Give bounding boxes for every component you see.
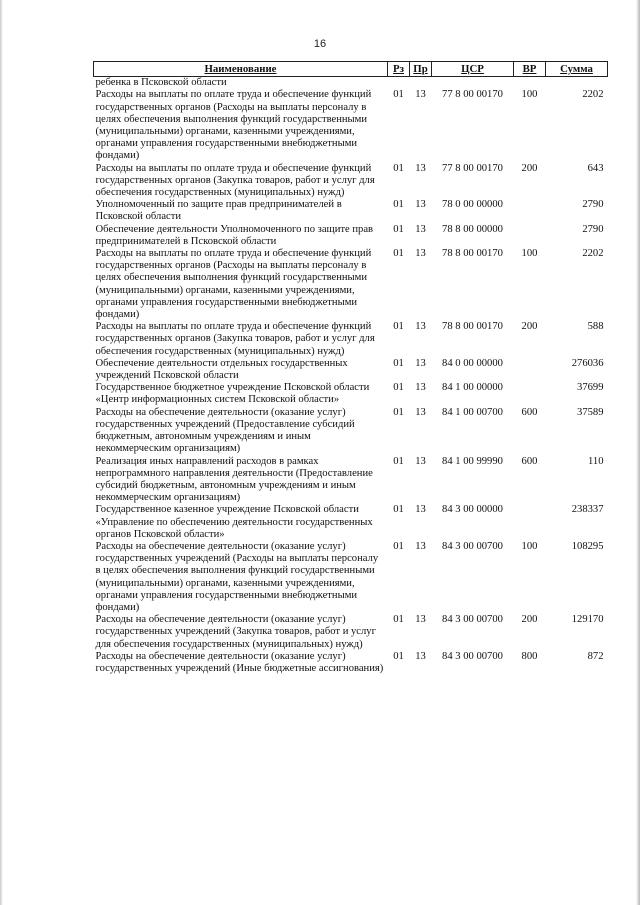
cell-csr: 78 8 00 00170	[442, 321, 503, 333]
cell-rz: 01	[393, 89, 404, 101]
cell-name: Расходы на обеспечение деятельности (оказание услуг) государственных учреждений (Иные бюджетные ассигнования)	[95, 650, 384, 674]
table-body	[94, 77, 608, 675]
table-row	[94, 89, 608, 162]
cell-vr: 100	[521, 540, 538, 552]
cell-sum	[546, 77, 608, 90]
cell-sum: 129170	[571, 614, 604, 626]
cell-sum: 276036	[571, 357, 604, 369]
cell-csr: 78 0 00 00000	[442, 199, 503, 211]
cell-csr: 84 3 00 00000	[442, 504, 503, 516]
cell-sum: 872	[587, 650, 604, 662]
cell-pr: 13	[415, 321, 426, 333]
header-vr: ВР	[514, 62, 546, 77]
cell-rz: 01	[393, 162, 404, 174]
header-name: Наименование	[94, 62, 388, 77]
cell-vr: 200	[521, 321, 538, 333]
cell-sum: 2202	[582, 89, 604, 101]
cell-csr: 84 3 00 00700	[442, 614, 503, 626]
cell-name: Уполномоченный по защите прав предпринимателей в Псковской области	[95, 199, 342, 223]
cell-rz: 01	[393, 504, 404, 516]
cell-rz: 01	[393, 650, 404, 662]
cell-vr	[514, 504, 546, 541]
cell-pr: 13	[415, 406, 426, 418]
cell-pr: 13	[415, 223, 426, 235]
cell-pr: 13	[415, 162, 426, 174]
table-row	[94, 248, 608, 321]
cell-name: Обеспечение деятельности отдельных государственных учреждений Псковской области	[95, 357, 348, 382]
header-pr: Пр	[410, 62, 432, 77]
cell-name: Расходы на выплаты по оплате труда и обеспечение функций государственных органов (Расходы на выплаты персоналу в целях обеспечения выполнения функций государственными (муниципальными) органами, казенными учреждениями, органами управления государственными внебюджетными фондами)	[95, 248, 372, 321]
cell-name: Обеспечение деятельности Уполномоченного по защите прав предпринимателей в Псковской области	[95, 223, 374, 247]
table-row	[94, 321, 608, 358]
page-number: 16	[313, 38, 327, 50]
cell-rz: 01	[393, 614, 404, 626]
cell-pr: 13	[415, 540, 426, 552]
cell-rz: 01	[393, 406, 404, 418]
cell-rz	[388, 77, 410, 90]
cell-rz: 01	[393, 321, 404, 333]
cell-csr: 84 1 00 00700	[442, 406, 503, 418]
header-rz: Рз	[388, 62, 410, 77]
cell-name: Расходы на выплаты по оплате труда и обеспечение функций государственных органов (Расходы на выплаты персоналу в целях обеспечения выполнения функций государственными (муниципальными) органами, казенными учреждениями, органами управления государственными внебюджетными фондами)	[95, 89, 372, 162]
cell-name: Реализация иных направлений расходов в рамках непрограммного направления деятельности (Предоставление субсидий бюджетным, автономным учреждениям и иным некоммерческим организациям)	[95, 455, 373, 504]
cell-sum: 108295	[571, 540, 604, 552]
table-row	[94, 541, 608, 614]
cell-pr	[410, 77, 432, 90]
cell-csr: 84 3 00 00700	[442, 650, 503, 662]
cell-vr: 100	[521, 248, 538, 260]
cell-sum: 37589	[577, 406, 604, 418]
cell-pr: 13	[415, 504, 426, 516]
scan-edge-left	[0, 0, 3, 905]
header-sum: Сумма	[546, 62, 608, 77]
cell-rz: 01	[393, 382, 404, 394]
cell-name: Государственное бюджетное учреждение Псковской области «Центр информационных систем Псковской области»	[95, 382, 370, 406]
table-row	[94, 614, 608, 651]
cell-rz: 01	[393, 248, 404, 260]
table-row	[94, 224, 608, 248]
table-row	[94, 163, 608, 200]
cell-name: Расходы на обеспечение деятельности (оказание услуг) государственных учреждений (Расходы на выплаты персоналу в целях обеспечения выполнения функций государственными (муниципальными) органами, казенными учреждениями, органами управления государственными внебюджетными фондами)	[95, 540, 379, 613]
cell-csr: 77 8 00 00170	[442, 162, 503, 174]
cell-pr: 13	[415, 382, 426, 394]
cell-vr	[514, 358, 546, 382]
cell-vr: 200	[521, 162, 538, 174]
cell-vr	[514, 382, 546, 406]
cell-pr: 13	[415, 614, 426, 626]
cell-pr: 13	[415, 357, 426, 369]
table-row	[94, 358, 608, 382]
cell-name: Расходы на обеспечение деятельности (оказание услуг) государственных учреждений (Предоставление субсидий бюджетным, автономным учреждениям и иным некоммерческим организациям)	[95, 406, 355, 455]
cell-sum: 238337	[571, 504, 604, 516]
cell-sum: 2202	[582, 248, 604, 260]
cell-pr: 13	[415, 248, 426, 260]
table-header-row	[94, 62, 608, 77]
cell-csr: 78 8 00 00170	[442, 248, 503, 260]
cell-vr: 100	[521, 89, 538, 101]
table-row	[94, 382, 608, 406]
budget-table	[93, 61, 608, 675]
cell-rz: 01	[393, 540, 404, 552]
cell-vr: 600	[521, 406, 538, 418]
cell-sum: 2790	[582, 223, 604, 235]
table-row	[94, 77, 608, 90]
cell-csr: 84 1 00 00000	[442, 382, 503, 394]
cell-vr	[514, 77, 546, 90]
cell-sum: 588	[587, 321, 604, 333]
table-row	[94, 651, 608, 675]
cell-sum: 643	[587, 162, 604, 174]
cell-vr: 600	[521, 455, 538, 467]
cell-csr	[432, 77, 514, 90]
cell-name: Расходы на обеспечение деятельности (оказание услуг) государственных учреждений (Закупка товаров, работ и услуг для обеспечения государственных (муниципальных) нужд)	[95, 614, 376, 650]
cell-name: Государственное казенное учреждение Псковской области «Управление по обеспечению деятельности государственных органов Псковской области»	[95, 504, 373, 540]
cell-vr	[514, 199, 546, 223]
table-row	[94, 199, 608, 223]
cell-vr: 800	[521, 650, 538, 662]
table-row	[94, 456, 608, 505]
cell-pr: 13	[415, 199, 426, 211]
cell-rz: 01	[393, 199, 404, 211]
cell-name: ребенка в Псковской области	[95, 77, 227, 89]
cell-sum: 110	[588, 455, 604, 467]
cell-sum: 2790	[582, 199, 604, 211]
cell-rz: 01	[393, 357, 404, 369]
cell-csr: 84 3 00 00700	[442, 540, 503, 552]
cell-rz: 01	[393, 223, 404, 235]
cell-name: Расходы на выплаты по оплате труда и обеспечение функций государственных органов (Закупка товаров, работ и услуг для обеспечения государственных (муниципальных) нужд)	[95, 321, 375, 357]
scan-edge-right	[636, 0, 640, 905]
cell-csr: 84 1 00 99990	[442, 455, 503, 467]
cell-name: Расходы на выплаты по оплате труда и обеспечение функций государственных органов (Закупка товаров, работ и услуг для обеспечения государственных (муниципальных) нужд)	[95, 162, 375, 199]
cell-rz: 01	[393, 455, 404, 467]
table-row	[94, 504, 608, 541]
header-csr: ЦСР	[432, 62, 514, 77]
table-row	[94, 407, 608, 456]
cell-vr: 200	[521, 614, 538, 626]
cell-pr: 13	[415, 89, 426, 101]
cell-vr	[514, 224, 546, 248]
cell-csr: 78 8 00 00000	[442, 223, 503, 235]
cell-csr: 77 8 00 00170	[442, 89, 503, 101]
cell-pr: 13	[415, 455, 426, 467]
cell-sum: 37699	[577, 382, 604, 394]
cell-csr: 84 0 00 00000	[442, 357, 503, 369]
cell-pr: 13	[415, 650, 426, 662]
